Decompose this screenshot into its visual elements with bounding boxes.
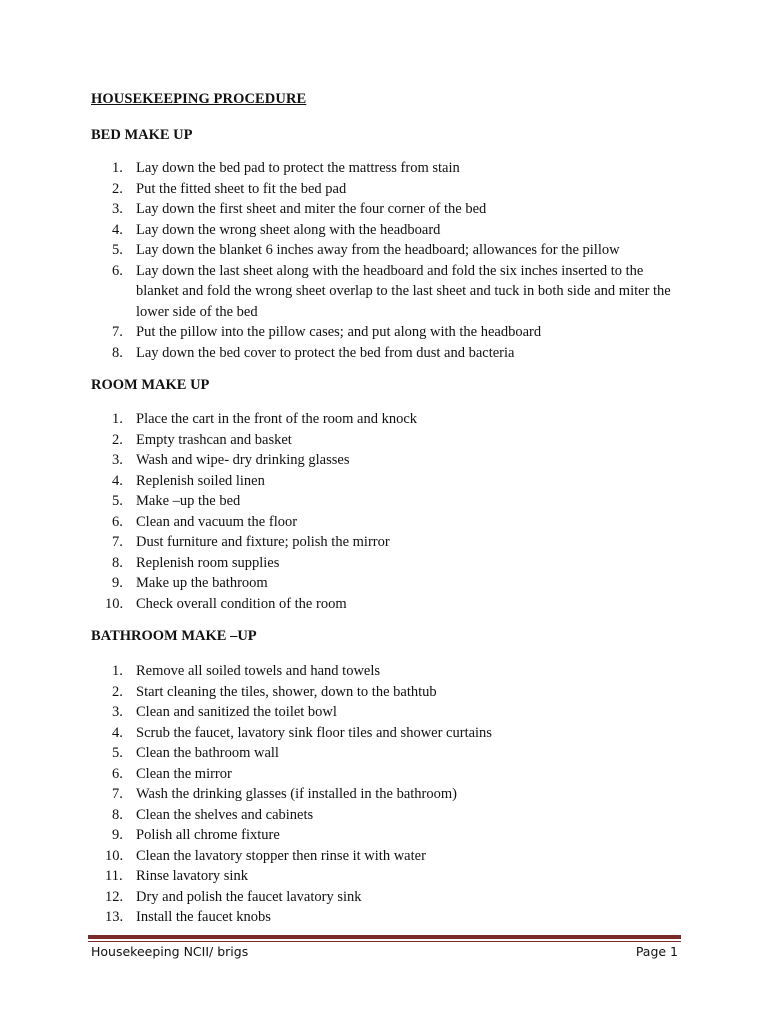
footer-page-number: Page 1	[635, 944, 678, 959]
list-item-number: 8.	[112, 344, 123, 361]
list-item-text: Clean the mirror	[136, 765, 232, 782]
list-item	[0, 158, 680, 179]
list-item	[0, 409, 680, 430]
list-item	[0, 322, 680, 343]
list-item-text: Clean and vacuum the floor	[136, 513, 298, 530]
list-item-text: Wash the drinking glasses (if installed in the bathroom)	[136, 786, 457, 802]
list-item	[0, 343, 680, 364]
list-item	[0, 825, 680, 846]
list-item-text: Scrub the faucet, lavatory sink floor tiles and shower curtains	[136, 724, 492, 741]
list-item-number: 13.	[105, 909, 124, 925]
bed-make-up-list	[0, 158, 680, 363]
list-item-number: 2.	[112, 683, 123, 700]
room-make-up-list	[0, 409, 680, 614]
list-item	[0, 261, 680, 323]
list-item-text: Lay down the last sheet along with the headboard and fold the six inches inserted to the blanket and fold the wrong sheet overlap to the last sheet and tuck in both side and miter the lower side of the bed	[136, 262, 671, 320]
list-item-number: 10.	[105, 847, 124, 864]
list-item	[0, 553, 680, 574]
list-item-text: Rinse lavatory sink	[136, 868, 248, 884]
list-item	[0, 594, 680, 615]
list-item	[0, 491, 680, 512]
list-item	[0, 846, 680, 867]
list-item	[0, 661, 680, 682]
list-item-text: Lay down the wrong sheet along with the headboard	[136, 221, 441, 238]
list-item-text: Place the cart in the front of the room and knock	[136, 411, 418, 427]
footer-divider	[88, 935, 681, 939]
list-item-text: Lay down the first sheet and miter the four corner of the bed	[136, 201, 487, 217]
list-item-text: Make –up the bed	[136, 493, 241, 509]
list-item-text: Wash and wipe- dry drinking glasses	[136, 452, 350, 468]
list-item-text: Clean the bathroom wall	[136, 745, 279, 761]
list-item	[0, 866, 680, 887]
list-item-text: Remove all soiled towels and hand towels	[136, 663, 381, 679]
list-item	[0, 512, 680, 533]
list-item	[0, 240, 680, 261]
list-item-number: 3.	[112, 704, 123, 720]
list-item-number: 6.	[112, 513, 123, 530]
list-item-number: 11.	[105, 868, 123, 884]
list-item-number: 12.	[105, 888, 124, 905]
list-item-text: Check overall condition of the room	[136, 595, 347, 612]
list-item-number: 1.	[112, 160, 123, 176]
list-item	[0, 430, 680, 451]
list-item-text: Put the fitted sheet to fit the bed pad	[136, 180, 347, 197]
list-item	[0, 220, 680, 241]
list-item-text: Dry and polish the faucet lavatory sink	[136, 888, 362, 905]
list-item	[0, 784, 680, 805]
bathroom-make-up-list	[0, 661, 680, 928]
list-item-number: 5.	[112, 493, 123, 509]
list-item-number: 5.	[112, 745, 123, 761]
list-item-text: Lay down the blanket 6 inches away from the headboard; allowances for the pillow	[136, 242, 620, 258]
list-item-number: 1.	[112, 663, 123, 679]
list-item-text: Clean the shelves and cabinets	[136, 806, 314, 823]
section-heading-room-make-up: ROOM MAKE UP	[91, 377, 210, 393]
list-item-number: 5.	[112, 242, 123, 258]
list-item-number: 9.	[112, 575, 123, 591]
list-item-number: 1.	[112, 411, 123, 427]
list-item-text: Replenish room supplies	[136, 554, 280, 571]
list-item-number: 3.	[112, 201, 123, 217]
list-item-number: 4.	[112, 724, 123, 741]
list-item-text: Dust furniture and fixture; polish the mirror	[136, 534, 390, 550]
list-item	[0, 743, 680, 764]
list-item-number: 4.	[112, 472, 123, 489]
list-item	[0, 450, 680, 471]
section-heading-bed-make-up: BED MAKE UP	[91, 127, 193, 143]
list-item-number: 7.	[112, 786, 123, 802]
list-item-number: 6.	[112, 765, 123, 782]
list-item	[0, 532, 680, 553]
list-item	[0, 764, 680, 785]
list-item-number: 4.	[112, 221, 123, 238]
list-item	[0, 723, 680, 744]
list-item-text: Install the faucet knobs	[136, 909, 271, 925]
list-item	[0, 471, 680, 492]
list-item	[0, 199, 680, 220]
footer-divider-thin	[88, 941, 681, 942]
footer-document-label: Housekeeping NCII/ brigs	[91, 944, 249, 959]
list-item-text: Make up the bathroom	[136, 575, 268, 591]
list-item-text: Replenish soiled linen	[136, 472, 265, 489]
list-item-text: Lay down the bed pad to protect the mattress from stain	[136, 160, 460, 176]
list-item-text: Clean the lavatory stopper then rinse it with water	[136, 847, 426, 864]
list-item-number: 2.	[112, 431, 123, 448]
list-item-text: Put the pillow into the pillow cases; and put along with the headboard	[136, 324, 542, 340]
section-heading-bathroom-make-up: BATHROOM MAKE –UP	[91, 628, 257, 644]
list-item-text: Clean and sanitized the toilet bowl	[136, 704, 337, 720]
list-item	[0, 702, 680, 723]
document-title: HOUSEKEEPING PROCEDURE	[91, 91, 307, 107]
list-item-number: 7.	[112, 324, 123, 340]
list-item	[0, 682, 680, 703]
list-item-number: 6.	[112, 262, 123, 279]
list-item	[0, 907, 680, 928]
list-item-text: Lay down the bed cover to protect the bed from dust and bacteria	[136, 344, 515, 361]
list-item-number: 8.	[112, 806, 123, 823]
list-item-number: 2.	[112, 180, 123, 197]
list-item-number: 9.	[112, 827, 123, 843]
list-item	[0, 573, 680, 594]
list-item	[0, 887, 680, 908]
list-item-number: 3.	[112, 452, 123, 468]
list-item-text: Empty trashcan and basket	[136, 431, 292, 448]
list-item-number: 8.	[112, 554, 123, 571]
list-item-text: Polish all chrome fixture	[136, 827, 280, 843]
list-item	[0, 179, 680, 200]
list-item	[0, 805, 680, 826]
list-item-number: 7.	[112, 534, 123, 550]
list-item-number: 10.	[105, 595, 124, 612]
list-item-text: Start cleaning the tiles, shower, down to the bathtub	[136, 683, 437, 700]
